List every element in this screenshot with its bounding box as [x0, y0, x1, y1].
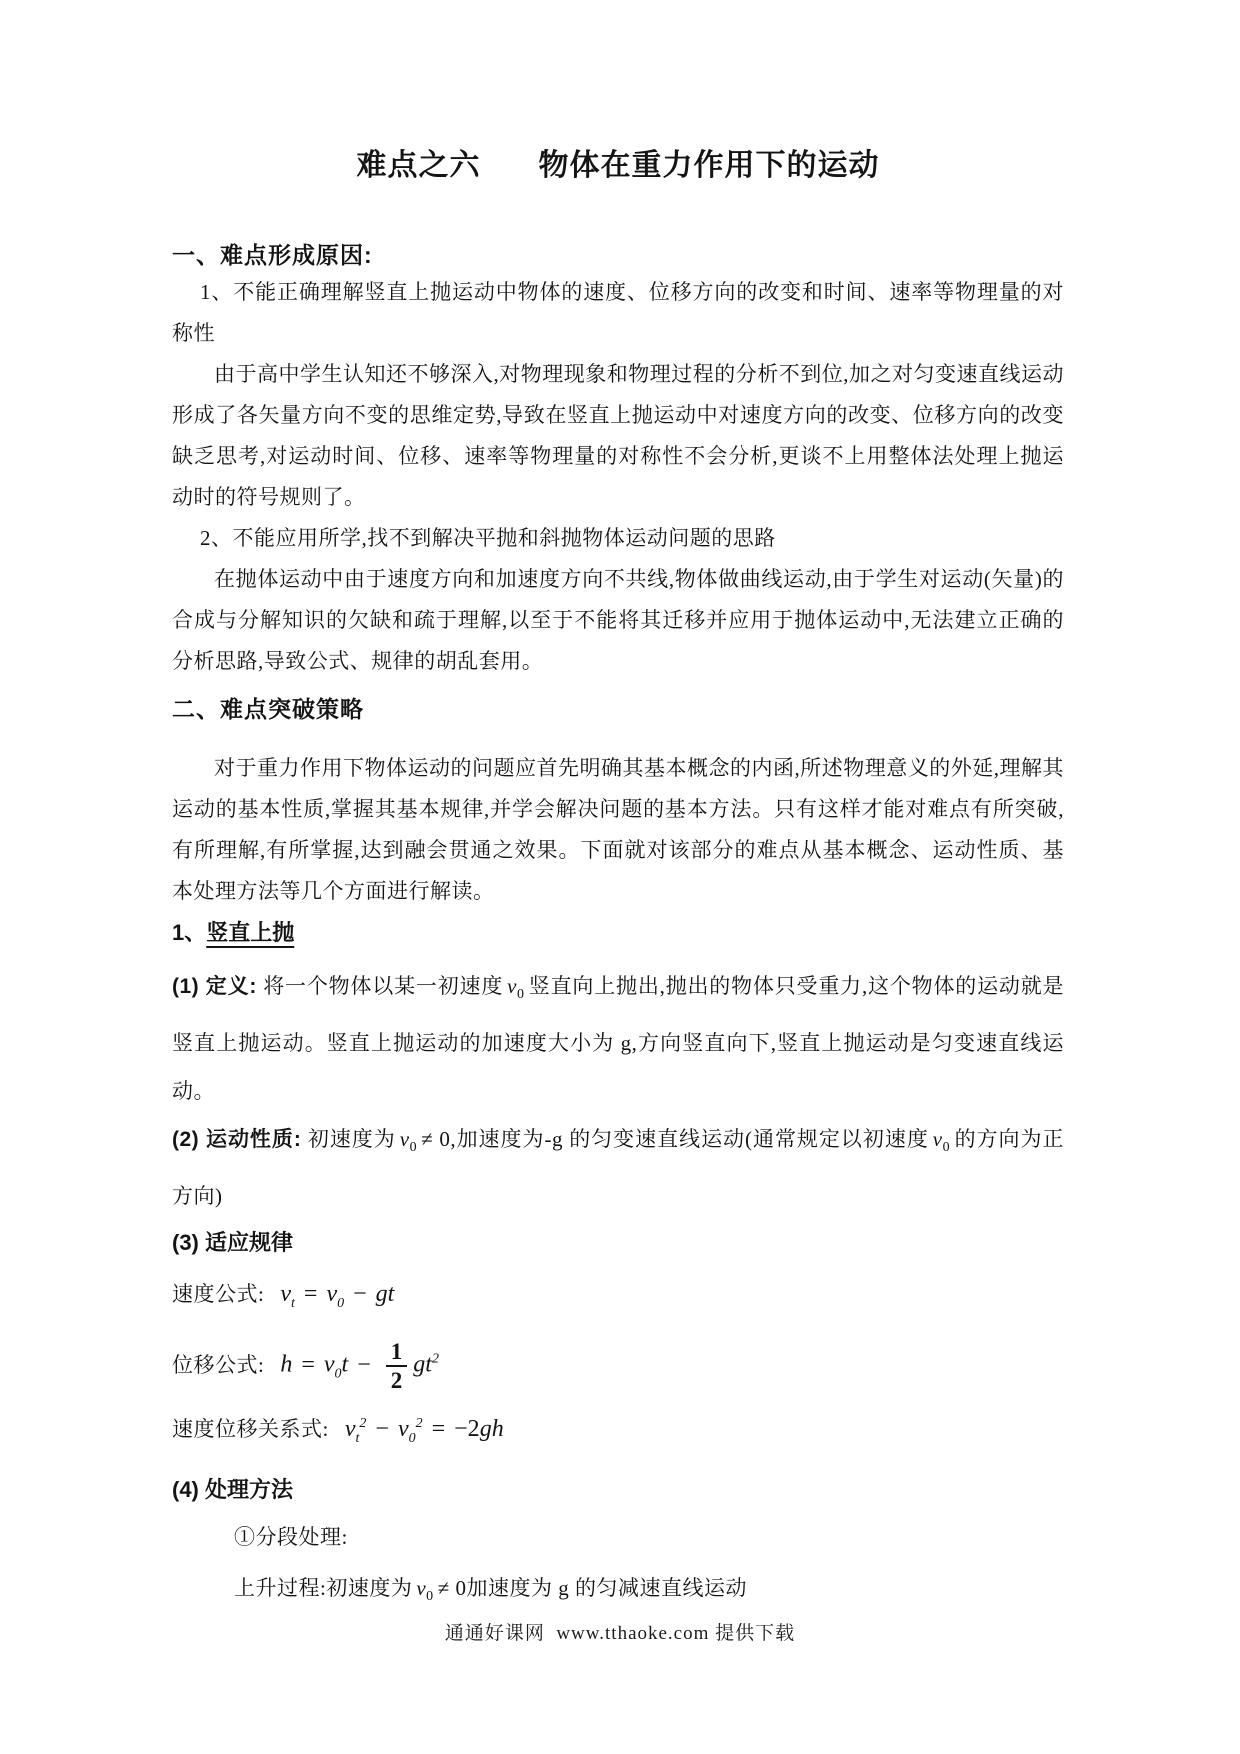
speed-formula-line — [172, 1274, 1064, 1324]
method-heading: (4) 处理方法 — [172, 1477, 294, 1503]
fraction-denominator: 2 — [390, 1368, 403, 1394]
displacement-formula-label: 位移公式: — [172, 1352, 265, 1377]
minus-sign: − — [375, 1416, 389, 1443]
minus-sign: − — [353, 1281, 367, 1308]
definition-text-2: 竖直向上抛出,抛出的物体只受重力,这个物体的运动就是竖直上抛运动。竖直上抛运动的加速度大小为 g,方向竖直向下,竖直上抛运动是匀变速直线运动。 — [172, 974, 1065, 1104]
section-strategy-heading: 二、难点突破策略 — [172, 696, 364, 722]
sub-t: t — [355, 1431, 360, 1447]
segment-method-item: ①分段处理: — [234, 1525, 348, 1550]
sub-zero: 0 — [942, 1140, 951, 1156]
v0-symbol — [932, 1127, 951, 1156]
definition-label: (1) 定义: — [172, 975, 257, 998]
rules-heading: (3) 适应规律 — [172, 1230, 294, 1256]
sub-zero: 0 — [337, 1296, 345, 1312]
fraction-numerator: 1 — [386, 1338, 408, 1367]
vertical-throw-title: 竖直上抛 — [206, 920, 295, 945]
definition-paragraph — [172, 962, 1064, 1115]
vertical-throw-heading — [172, 918, 1064, 948]
cause-item-1: 1、不能正确理解竖直上抛运动中物体的速度、位移方向的改变和时间、速率等物理量的对称性 — [172, 280, 1064, 345]
var-h: h — [280, 1351, 293, 1378]
v0-symbol — [399, 1127, 418, 1156]
equals-sign: = — [303, 1281, 318, 1308]
sup-two: 2 — [415, 1416, 423, 1432]
sub-zero: 0 — [516, 987, 525, 1003]
equals-sign: = — [431, 1416, 446, 1443]
cause-paragraph-2: 在抛体运动中由于速度方向和加速度方向不共线,物体做曲线运动,由于学生对运动(矢量)的合成与分解知识的欠缺和疏于理解,以至于不能将其迁移并应用于抛体运动中,无法建立正确的分析思路,导致公式、规律的胡乱套用。 — [172, 567, 1064, 673]
sub-zero: 0 — [408, 1431, 416, 1447]
coefficient-minus-two: −2 — [454, 1416, 480, 1443]
var-v: v — [344, 1416, 356, 1443]
page-title — [172, 146, 1064, 186]
minus-sign: − — [357, 1351, 371, 1378]
var-v: v — [323, 1351, 335, 1378]
nature-neq-zero: ≠ 0 — [421, 1127, 451, 1152]
v0-symbol — [507, 974, 525, 1003]
nature-text-1: 初速度为 — [307, 1127, 396, 1152]
nature-label: (2) 运动性质: — [172, 1128, 302, 1152]
rise-text-1: 上升过程:初速度为 — [234, 1576, 413, 1601]
strategy-paragraph-1: 对于重力作用下物体运动的问题应首先明确其基本概念的内函,所述物理意义的外延,理解其运动的基本性质,掌握其基本规律,并学会解决问题的基本方法。只有这样才能对难点有所突破,有所理解,有所掌握,达到融会贯通之效果。下面就对该部分的难点从基本概念、运动性质、基本处理方法等几个方面进行解读。 — [172, 756, 1064, 903]
var-gt: gt — [375, 1281, 395, 1308]
speed-formula-label: 速度公式: — [172, 1282, 265, 1307]
sub-t: t — [291, 1296, 295, 1312]
relation-formula-line — [172, 1404, 1064, 1459]
displacement-formula — [280, 1338, 439, 1394]
var-v: v — [932, 1127, 943, 1152]
nature-paragraph — [172, 1115, 1064, 1220]
nature-text-3: 的方向为正方向) — [172, 1127, 1065, 1209]
definition-text-1: 将一个物体以某一初速度 — [262, 974, 504, 998]
var-v: v — [326, 1281, 338, 1308]
rise-process-paragraph — [172, 1564, 1064, 1621]
section-cause-heading: 一、难点形成原因: — [172, 242, 373, 268]
var-gh: gh — [479, 1416, 504, 1443]
sub-zero: 0 — [426, 1589, 434, 1605]
var-gt: gt — [413, 1351, 432, 1378]
title-part-1: 难点之六 — [356, 149, 481, 182]
page-footer: 通通好课网 www.tthaoke.com 提供下载 — [444, 1623, 796, 1644]
var-v: v — [416, 1576, 427, 1601]
cause-item-2: 2、不能应用所学,找不到解决平抛和斜抛物体运动问题的思路 — [200, 526, 776, 550]
var-v: v — [397, 1416, 409, 1443]
var-v: v — [507, 974, 517, 998]
equals-sign: = — [301, 1351, 315, 1378]
nature-text-2: ,加速度为-g 的匀变速直线运动(通常规定以初速度 — [450, 1127, 929, 1152]
rise-text-2: 加速度为 g 的匀减速直线运动 — [466, 1576, 747, 1601]
sup-two: 2 — [359, 1416, 367, 1432]
relation-formula-label: 速度位移关系式: — [172, 1417, 329, 1442]
rise-neq-zero: ≠ 0 — [437, 1576, 467, 1601]
title-part-2: 物体在重力作用下的运动 — [538, 149, 880, 182]
cause-paragraph-1: 由于高中学生认知还不够深入,对物理现象和物理过程的分析不到位,加之对匀变速直线运动形成了各矢量方向不变的思维定势,导致在竖直上抛运动中对速度方向的改变、位移方向的改变缺乏思考,对运动时间、位移、速率等物理量的对称性不会分析,更谈不上用整体法处理上抛运动时的符号规则了。 — [172, 362, 1064, 509]
var-v: v — [399, 1127, 410, 1152]
sup-two: 2 — [431, 1351, 439, 1367]
displacement-formula-line — [172, 1338, 1064, 1394]
vertical-throw-number: 1、 — [172, 920, 207, 945]
var-v: v — [280, 1281, 291, 1308]
one-half-fraction — [386, 1338, 408, 1394]
speed-formula — [280, 1274, 394, 1324]
sub-zero: 0 — [409, 1140, 418, 1156]
sub-zero: 0 — [334, 1366, 342, 1382]
relation-formula — [345, 1404, 504, 1459]
var-t: t — [341, 1351, 349, 1378]
v0-symbol — [416, 1576, 434, 1605]
